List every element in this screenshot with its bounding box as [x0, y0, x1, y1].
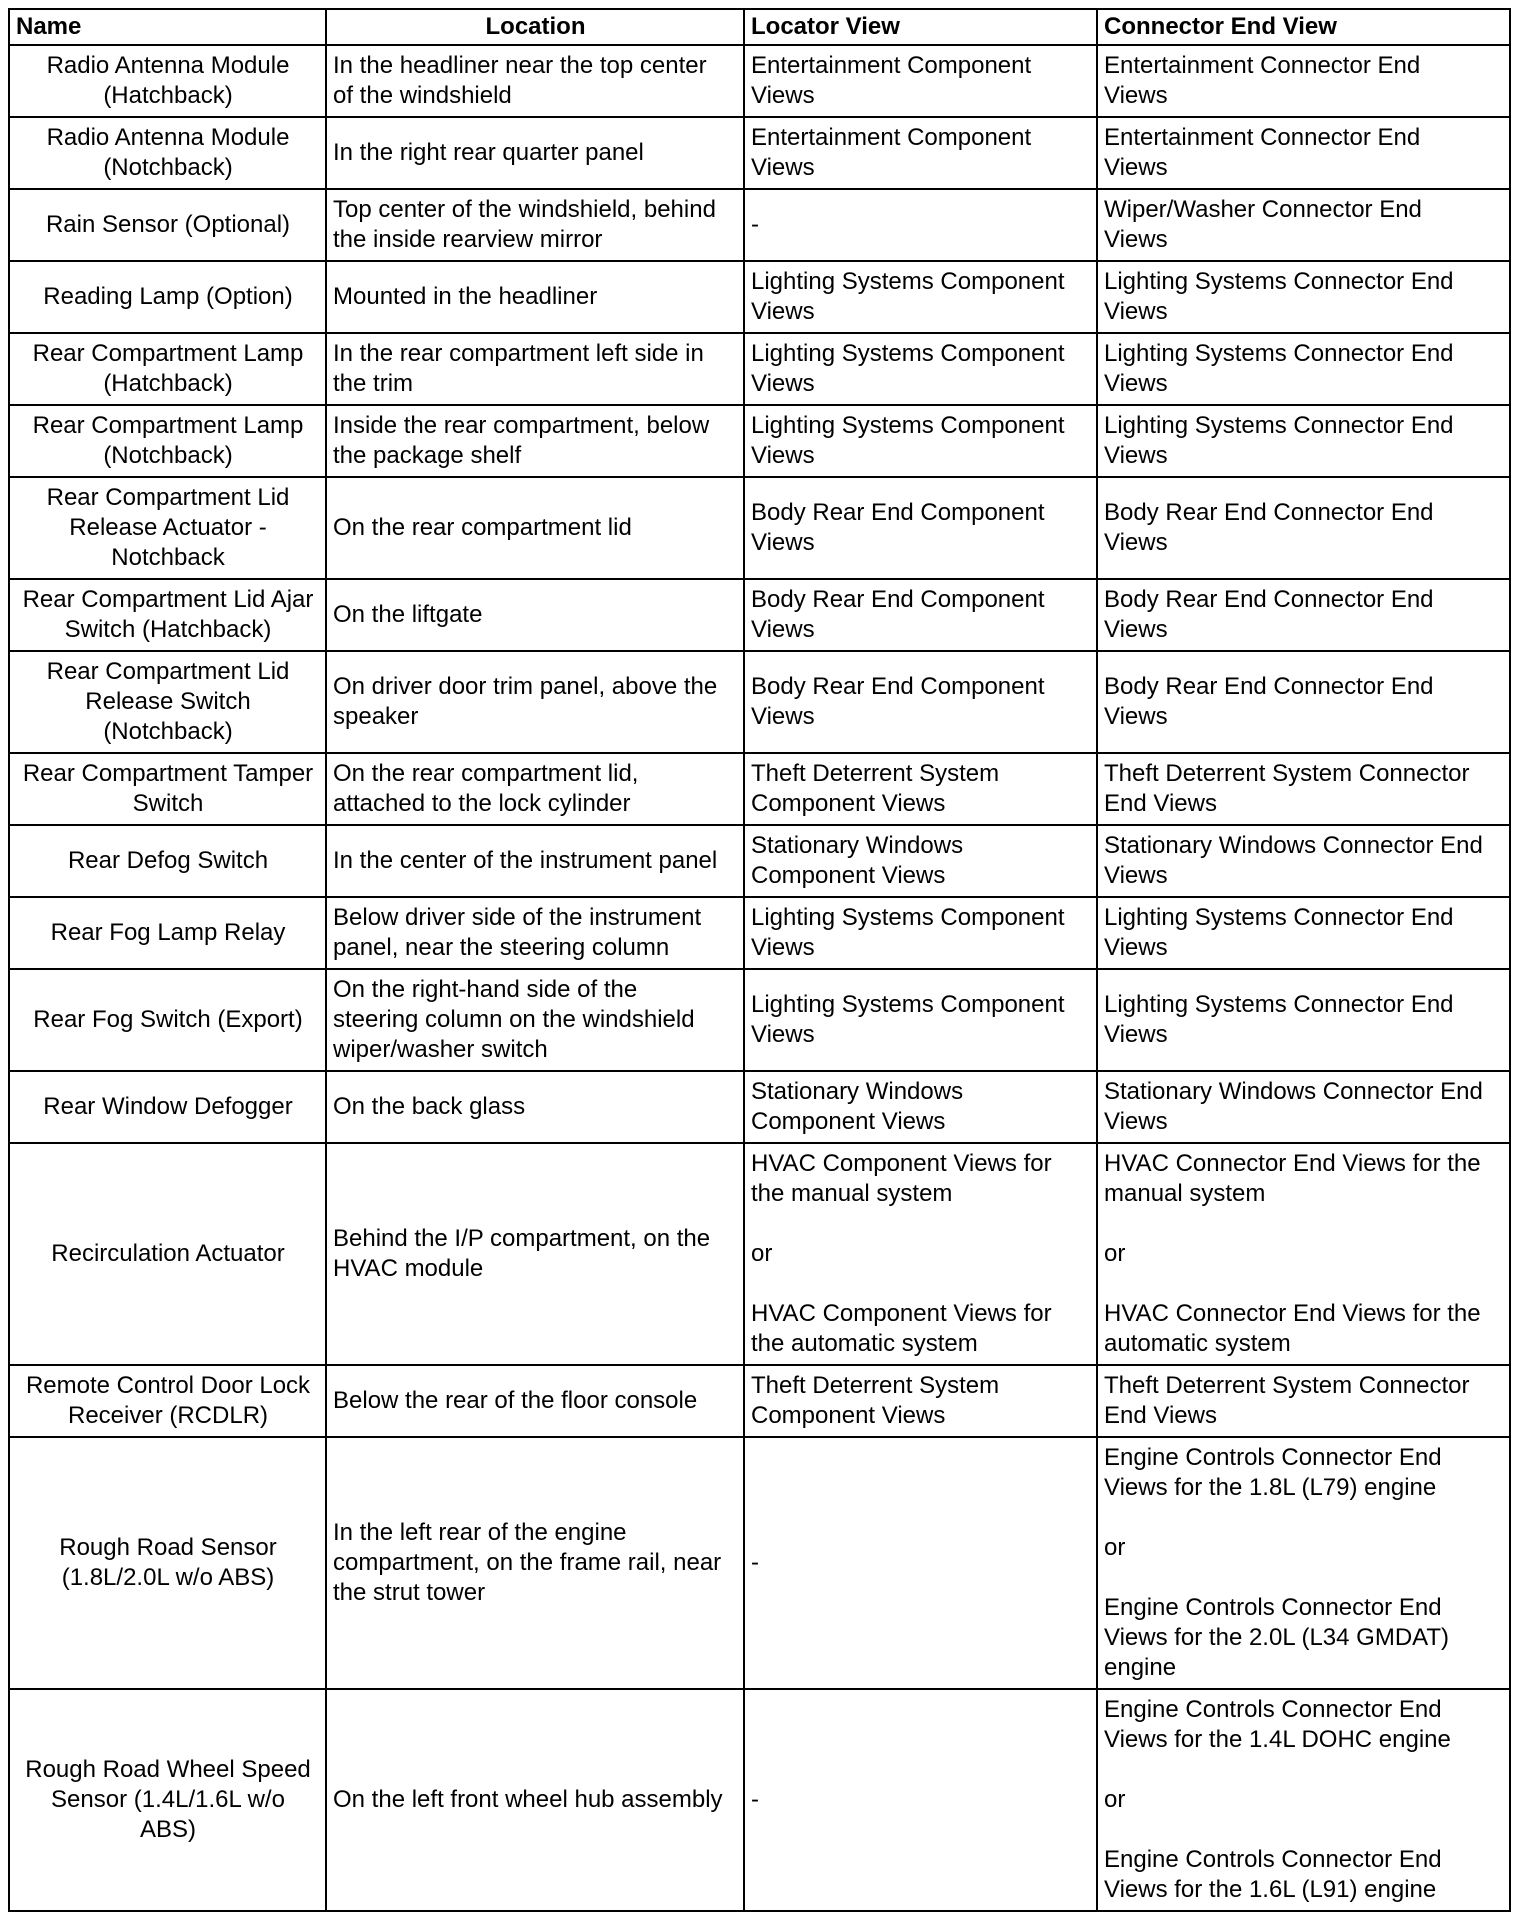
cell-connector-text: Entertainment Connector End Views	[1104, 52, 1421, 109]
cell-connector-text: Lighting Systems Connector End Views	[1104, 412, 1454, 469]
cell-locator-text: Theft Deterrent System Component Views	[751, 760, 1000, 817]
cell-location-text: On the right-hand side of the steering column on the windshield wiper/washer switch	[333, 976, 695, 1063]
cell-location-text: Behind the I/P compartment, on the HVAC module	[333, 1225, 711, 1282]
cell-name-text: Rear Compartment Lid Release Actuator - Notchback	[46, 484, 290, 571]
cell-name-text: Rear Fog Switch (Export)	[33, 1006, 303, 1033]
cell-location-text: On the liftgate	[333, 601, 483, 628]
cell-name	[9, 897, 326, 969]
cell-connector-text: Theft Deterrent System Connector End Views	[1104, 1372, 1470, 1429]
cell-connector-text: Wiper/Washer Connector End Views	[1104, 196, 1422, 253]
table-row	[9, 825, 1510, 897]
cell-name-text: Rear Defog Switch	[67, 847, 269, 874]
table-row	[9, 261, 1510, 333]
cell-locator	[744, 405, 1097, 477]
cell-locator-text: Entertainment Component Views	[751, 52, 1032, 109]
cell-connector	[1097, 969, 1510, 1071]
cell-connector	[1097, 1689, 1510, 1911]
cell-name-text: Rough Road Wheel Speed Sensor (1.4L/1.6L w/o ABS)	[25, 1756, 311, 1843]
cell-location	[326, 1437, 744, 1689]
cell-connector	[1097, 579, 1510, 651]
cell-name-text: Rear Compartment Lamp (Notchback)	[32, 412, 304, 469]
header-location: Location	[326, 9, 744, 45]
cell-name	[9, 1437, 326, 1689]
cell-name	[9, 969, 326, 1071]
cell-locator	[744, 579, 1097, 651]
cell-name-text: Recirculation Actuator	[51, 1240, 285, 1267]
cell-connector	[1097, 651, 1510, 753]
cell-name-text: Reading Lamp (Option)	[43, 283, 293, 310]
cell-locator-text: Lighting Systems Component Views	[751, 340, 1065, 397]
table-row	[9, 1143, 1510, 1365]
cell-location-text: In the center of the instrument panel	[333, 847, 718, 874]
cell-name	[9, 1143, 326, 1365]
cell-location-text: On driver door trim panel, above the speaker	[333, 673, 718, 730]
cell-locator	[744, 477, 1097, 579]
cell-connector	[1097, 117, 1510, 189]
cell-location	[326, 261, 744, 333]
cell-locator-text: -	[751, 1549, 759, 1576]
cell-locator-text: Stationary Windows Component Views	[751, 832, 964, 889]
cell-connector	[1097, 1437, 1510, 1689]
cell-location-text: Mounted in the headliner	[333, 283, 598, 310]
cell-name	[9, 1071, 326, 1143]
cell-name-text: Rear Window Defogger	[43, 1093, 293, 1120]
cell-name	[9, 189, 326, 261]
cell-location	[326, 1143, 744, 1365]
cell-connector	[1097, 333, 1510, 405]
cell-location	[326, 1071, 744, 1143]
cell-name	[9, 825, 326, 897]
cell-locator-text: HVAC Component Views for the manual system or HVAC Component Views for the automatic system	[751, 1150, 1052, 1357]
cell-location-text: On the left front wheel hub assembly	[333, 1786, 723, 1813]
cell-location	[326, 117, 744, 189]
cell-location	[326, 1689, 744, 1911]
cell-location	[326, 825, 744, 897]
cell-name	[9, 1365, 326, 1437]
cell-connector-text: Lighting Systems Connector End Views	[1104, 904, 1454, 961]
table-row	[9, 333, 1510, 405]
cell-connector-text: Engine Controls Connector End Views for the 1.4L DOHC engine or Engine Controls Connector End Views for the 1.6L (L91) engine	[1104, 1696, 1451, 1903]
cell-name-text: Radio Antenna Module (Hatchback)	[46, 52, 290, 109]
cell-connector	[1097, 1143, 1510, 1365]
cell-connector-text: Stationary Windows Connector End Views	[1104, 1078, 1483, 1135]
cell-locator-text: Body Rear End Component Views	[751, 586, 1045, 643]
table-row	[9, 579, 1510, 651]
cell-locator	[744, 261, 1097, 333]
cell-name-text: Rear Compartment Lamp (Hatchback)	[32, 340, 304, 397]
cell-connector-text: Lighting Systems Connector End Views	[1104, 991, 1454, 1048]
cell-locator-text: Lighting Systems Component Views	[751, 991, 1065, 1048]
cell-connector-text: Body Rear End Connector End Views	[1104, 499, 1434, 556]
cell-name	[9, 117, 326, 189]
cell-connector-text: Body Rear End Connector End Views	[1104, 673, 1434, 730]
table-body	[9, 45, 1510, 1911]
cell-connector	[1097, 1071, 1510, 1143]
cell-name-text: Rough Road Sensor (1.8L/2.0L w/o ABS)	[59, 1534, 277, 1591]
cell-connector	[1097, 477, 1510, 579]
cell-name	[9, 477, 326, 579]
table-row	[9, 753, 1510, 825]
cell-location	[326, 897, 744, 969]
table-row	[9, 897, 1510, 969]
cell-name	[9, 333, 326, 405]
cell-locator	[744, 45, 1097, 117]
cell-name	[9, 651, 326, 753]
cell-locator	[744, 1143, 1097, 1365]
cell-location-text: Top center of the windshield, behind the inside rearview mirror	[333, 196, 716, 253]
cell-connector-text: Entertainment Connector End Views	[1104, 124, 1421, 181]
cell-locator	[744, 117, 1097, 189]
cell-location-text: On the rear compartment lid	[333, 514, 632, 541]
cell-location	[326, 45, 744, 117]
cell-location	[326, 579, 744, 651]
cell-name	[9, 1689, 326, 1911]
table-row	[9, 651, 1510, 753]
cell-connector-text: Lighting Systems Connector End Views	[1104, 268, 1454, 325]
cell-location-text: Inside the rear compartment, below the package shelf	[333, 412, 710, 469]
cell-connector-text: Body Rear End Connector End Views	[1104, 586, 1434, 643]
cell-location	[326, 477, 744, 579]
cell-locator-text: -	[751, 211, 759, 238]
cell-locator-text: -	[751, 1786, 759, 1813]
cell-location	[326, 189, 744, 261]
cell-locator	[744, 825, 1097, 897]
cell-name	[9, 45, 326, 117]
cell-connector	[1097, 897, 1510, 969]
component-locator-table	[8, 8, 1511, 1912]
cell-locator-text: Stationary Windows Component Views	[751, 1078, 964, 1135]
cell-connector	[1097, 261, 1510, 333]
cell-locator-text: Lighting Systems Component Views	[751, 412, 1065, 469]
cell-name-text: Rear Compartment Tamper Switch	[22, 760, 314, 817]
table-row	[9, 1071, 1510, 1143]
table-row	[9, 117, 1510, 189]
cell-locator-text: Body Rear End Component Views	[751, 499, 1045, 556]
cell-locator	[744, 333, 1097, 405]
cell-location	[326, 651, 744, 753]
cell-connector-text: Lighting Systems Connector End Views	[1104, 340, 1454, 397]
cell-connector	[1097, 405, 1510, 477]
cell-location	[326, 753, 744, 825]
cell-locator	[744, 1365, 1097, 1437]
cell-locator-text: Theft Deterrent System Component Views	[751, 1372, 1000, 1429]
table-row	[9, 189, 1510, 261]
cell-locator	[744, 1071, 1097, 1143]
table-row	[9, 1365, 1510, 1437]
cell-name	[9, 405, 326, 477]
cell-name-text: Radio Antenna Module (Notchback)	[46, 124, 290, 181]
cell-connector	[1097, 753, 1510, 825]
cell-location-text: In the rear compartment left side in the trim	[333, 340, 704, 397]
cell-locator-text: Lighting Systems Component Views	[751, 268, 1065, 325]
cell-name	[9, 753, 326, 825]
cell-name-text: Rear Fog Lamp Relay	[50, 919, 286, 946]
table-row	[9, 405, 1510, 477]
cell-connector	[1097, 825, 1510, 897]
cell-connector	[1097, 45, 1510, 117]
cell-location-text: Below the rear of the floor console	[333, 1387, 698, 1414]
cell-name	[9, 261, 326, 333]
cell-name-text: Remote Control Door Lock Receiver (RCDLR)	[25, 1372, 311, 1429]
cell-locator-text: Entertainment Component Views	[751, 124, 1032, 181]
cell-connector-text: Engine Controls Connector End Views for the 1.8L (L79) engine or Engine Controls Connector End Views for the 2.0L (L34 GMDAT) engine	[1104, 1444, 1450, 1681]
cell-connector-text: HVAC Connector End Views for the manual system or HVAC Connector End Views for the automatic system	[1104, 1150, 1481, 1357]
cell-locator	[744, 651, 1097, 753]
cell-locator	[744, 1689, 1097, 1911]
cell-locator	[744, 189, 1097, 261]
cell-location-text: On the rear compartment lid, attached to the lock cylinder	[333, 760, 639, 817]
cell-location-text: In the headliner near the top center of the windshield	[333, 52, 707, 109]
cell-connector-text: Theft Deterrent System Connector End Views	[1104, 760, 1470, 817]
header-name: Name	[9, 9, 326, 45]
cell-location-text: Below driver side of the instrument panel, near the steering column	[333, 904, 702, 961]
header-connector-end-view: Connector End View	[1097, 9, 1510, 45]
cell-location	[326, 969, 744, 1071]
cell-connector	[1097, 189, 1510, 261]
cell-location	[326, 405, 744, 477]
cell-name	[9, 579, 326, 651]
table-row	[9, 969, 1510, 1071]
table-row	[9, 1689, 1510, 1911]
cell-location-text: In the left rear of the engine compartment, on the frame rail, near the strut tower	[333, 1519, 722, 1606]
cell-connector	[1097, 1365, 1510, 1437]
cell-location-text: In the right rear quarter panel	[333, 139, 644, 166]
table-header-row	[9, 9, 1510, 45]
cell-location-text: On the back glass	[333, 1093, 526, 1120]
cell-location	[326, 1365, 744, 1437]
table-row	[9, 1437, 1510, 1689]
cell-locator	[744, 969, 1097, 1071]
cell-locator	[744, 753, 1097, 825]
cell-name-text: Rain Sensor (Optional)	[45, 211, 291, 238]
table-row	[9, 477, 1510, 579]
cell-name-text: Rear Compartment Lid Ajar Switch (Hatchback)	[22, 586, 314, 643]
cell-locator	[744, 897, 1097, 969]
cell-locator-text: Body Rear End Component Views	[751, 673, 1045, 730]
cell-locator-text: Lighting Systems Component Views	[751, 904, 1065, 961]
table-row	[9, 45, 1510, 117]
cell-locator	[744, 1437, 1097, 1689]
cell-name-text: Rear Compartment Lid Release Switch (Notchback)	[46, 658, 290, 745]
cell-connector-text: Stationary Windows Connector End Views	[1104, 832, 1483, 889]
cell-location	[326, 333, 744, 405]
header-locator-view: Locator View	[744, 9, 1097, 45]
